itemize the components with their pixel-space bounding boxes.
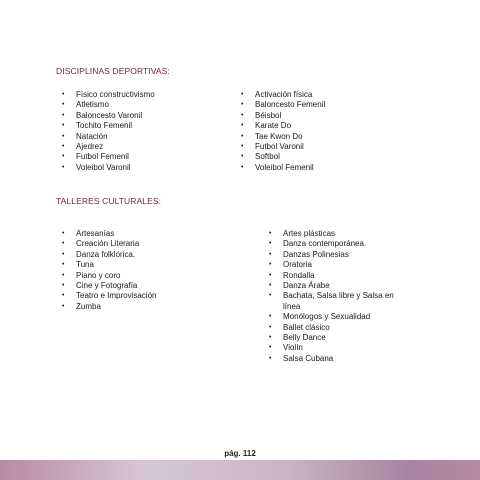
bullet-icon: • bbox=[62, 302, 65, 310]
list-item-label: Monólogos y Sexualidad bbox=[283, 312, 371, 322]
bullet-icon: • bbox=[241, 111, 244, 119]
footer-decorative-band bbox=[0, 460, 480, 480]
list-item-label: Danzas Polinesias bbox=[283, 249, 349, 259]
bullet-icon: • bbox=[62, 132, 65, 140]
list-item bbox=[62, 291, 156, 301]
bullet-icon: • bbox=[269, 334, 272, 342]
bullet-icon: • bbox=[269, 230, 272, 237]
bullet-icon: • bbox=[62, 163, 65, 171]
section-heading-deportivas: DISCIPLINAS DEPORTIVAS: bbox=[56, 66, 170, 76]
list-item bbox=[62, 229, 156, 239]
list-item-label: Tae Kwon Do bbox=[255, 131, 303, 141]
deportivas-list-right bbox=[241, 90, 325, 173]
list-item bbox=[241, 121, 325, 131]
culturales-list-left bbox=[62, 229, 156, 312]
list-item-label: Béisbol bbox=[255, 110, 282, 120]
list-item-label: Piano y coro bbox=[76, 270, 121, 280]
list-item-label: Zumba bbox=[76, 301, 101, 311]
bullet-icon: • bbox=[241, 143, 244, 151]
bullet-icon: • bbox=[62, 230, 65, 237]
list-item-label: Softbol bbox=[255, 152, 280, 162]
list-item bbox=[62, 90, 155, 100]
bullet-icon: • bbox=[269, 250, 272, 258]
list-item-label: Danza Árabe bbox=[283, 281, 330, 291]
bullet-icon: • bbox=[62, 240, 65, 248]
list-item-label: Artes plásticas bbox=[283, 229, 336, 238]
list-item bbox=[269, 291, 401, 312]
list-item bbox=[241, 152, 325, 162]
list-item bbox=[269, 271, 401, 281]
list-item-label: Futbol Femenil bbox=[76, 152, 129, 162]
list-item bbox=[269, 312, 401, 322]
list-item-label: Artesanías bbox=[76, 229, 115, 238]
list-item-label: Rondalla bbox=[283, 270, 315, 280]
list-item bbox=[62, 260, 156, 270]
bullet-icon: • bbox=[62, 122, 65, 130]
list-item bbox=[62, 142, 155, 152]
list-item-label: Atletismo bbox=[76, 100, 109, 110]
bullet-icon: • bbox=[62, 282, 65, 290]
list-item bbox=[62, 121, 155, 131]
deportivas-list-left bbox=[62, 90, 155, 173]
list-item-label: Tuna bbox=[76, 260, 94, 270]
bullet-icon: • bbox=[62, 250, 65, 258]
list-item bbox=[269, 343, 401, 353]
bullet-icon: • bbox=[269, 271, 272, 279]
list-item-label: Cine y Fotografía bbox=[76, 281, 138, 291]
bullet-icon: • bbox=[241, 163, 244, 171]
bullet-icon: • bbox=[269, 261, 272, 269]
page-number: pág. 112 bbox=[224, 449, 256, 458]
list-item bbox=[269, 354, 401, 364]
bullet-icon: • bbox=[269, 292, 272, 300]
list-item-label: Natación bbox=[76, 131, 108, 141]
list-item-label: Teatro e Improvisación bbox=[76, 291, 157, 301]
list-item bbox=[269, 250, 401, 260]
list-item bbox=[269, 239, 401, 249]
list-item-label: Físico constructivismo bbox=[76, 90, 155, 99]
bullet-icon: • bbox=[269, 313, 272, 321]
list-item-label: Creación Literaria bbox=[76, 239, 140, 249]
list-item bbox=[269, 333, 401, 343]
bullet-icon: • bbox=[269, 282, 272, 290]
bullet-icon: • bbox=[269, 344, 272, 352]
list-item bbox=[62, 250, 156, 260]
bullet-icon: • bbox=[241, 122, 244, 130]
bullet-icon: • bbox=[269, 240, 272, 248]
bullet-icon: • bbox=[241, 153, 244, 161]
list-item bbox=[62, 111, 155, 121]
bullet-icon: • bbox=[62, 111, 65, 119]
list-item-label: Bachata, Salsa libre y Salsa en línea bbox=[283, 291, 394, 311]
bullet-icon: • bbox=[241, 101, 244, 109]
bullet-icon: • bbox=[62, 143, 65, 151]
list-item bbox=[62, 302, 156, 312]
list-item-label: Ajedrez bbox=[76, 142, 104, 152]
list-item bbox=[62, 281, 156, 291]
list-item-label: Baloncesto Varonil bbox=[76, 110, 143, 120]
list-item bbox=[269, 281, 401, 291]
list-item bbox=[241, 132, 325, 142]
bullet-icon: • bbox=[241, 91, 244, 98]
list-item bbox=[62, 152, 155, 162]
list-item bbox=[269, 260, 401, 270]
list-item-label: Violín bbox=[283, 343, 303, 353]
list-item bbox=[241, 111, 325, 121]
list-item bbox=[241, 163, 325, 173]
list-item bbox=[62, 132, 155, 142]
list-item bbox=[62, 100, 155, 110]
bullet-icon: • bbox=[269, 354, 272, 362]
list-item-label: Belly Dance bbox=[283, 333, 326, 343]
list-item-label: Baloncesto Femenil bbox=[255, 100, 326, 110]
list-item-label: Danza folklórica. bbox=[76, 249, 136, 259]
bullet-icon: • bbox=[62, 292, 65, 300]
culturales-list-right bbox=[269, 229, 401, 364]
list-item bbox=[269, 323, 401, 333]
list-item-label: Karate Do bbox=[255, 121, 292, 131]
list-item-label: Tochito Femenil bbox=[76, 121, 133, 131]
list-item-label: Voleibol Varonil bbox=[76, 162, 131, 172]
list-item-label: Danza contemporánea. bbox=[283, 239, 367, 249]
bullet-icon: • bbox=[62, 101, 65, 109]
bullet-icon: • bbox=[62, 153, 65, 161]
bullet-icon: • bbox=[62, 91, 65, 98]
list-item bbox=[62, 271, 156, 281]
list-item bbox=[241, 90, 325, 100]
list-item bbox=[241, 100, 325, 110]
list-item-label: Futbol Varonil bbox=[255, 142, 304, 152]
bullet-icon: • bbox=[62, 271, 65, 279]
bullet-icon: • bbox=[241, 132, 244, 140]
list-item bbox=[62, 239, 156, 249]
bullet-icon: • bbox=[62, 261, 65, 269]
list-item-label: Oratoria bbox=[283, 260, 312, 270]
list-item bbox=[241, 142, 325, 152]
list-item bbox=[269, 229, 401, 239]
section-heading-culturales: TALLERES CULTURALES: bbox=[56, 196, 162, 206]
bullet-icon: • bbox=[269, 323, 272, 331]
list-item-label: Activación física bbox=[255, 90, 313, 99]
list-item-label: Salsa Cubana bbox=[283, 353, 334, 363]
list-item-label: Voleibol Femenil bbox=[255, 162, 314, 172]
list-item-label: Ballet clásico bbox=[283, 322, 330, 332]
list-item bbox=[62, 163, 155, 173]
